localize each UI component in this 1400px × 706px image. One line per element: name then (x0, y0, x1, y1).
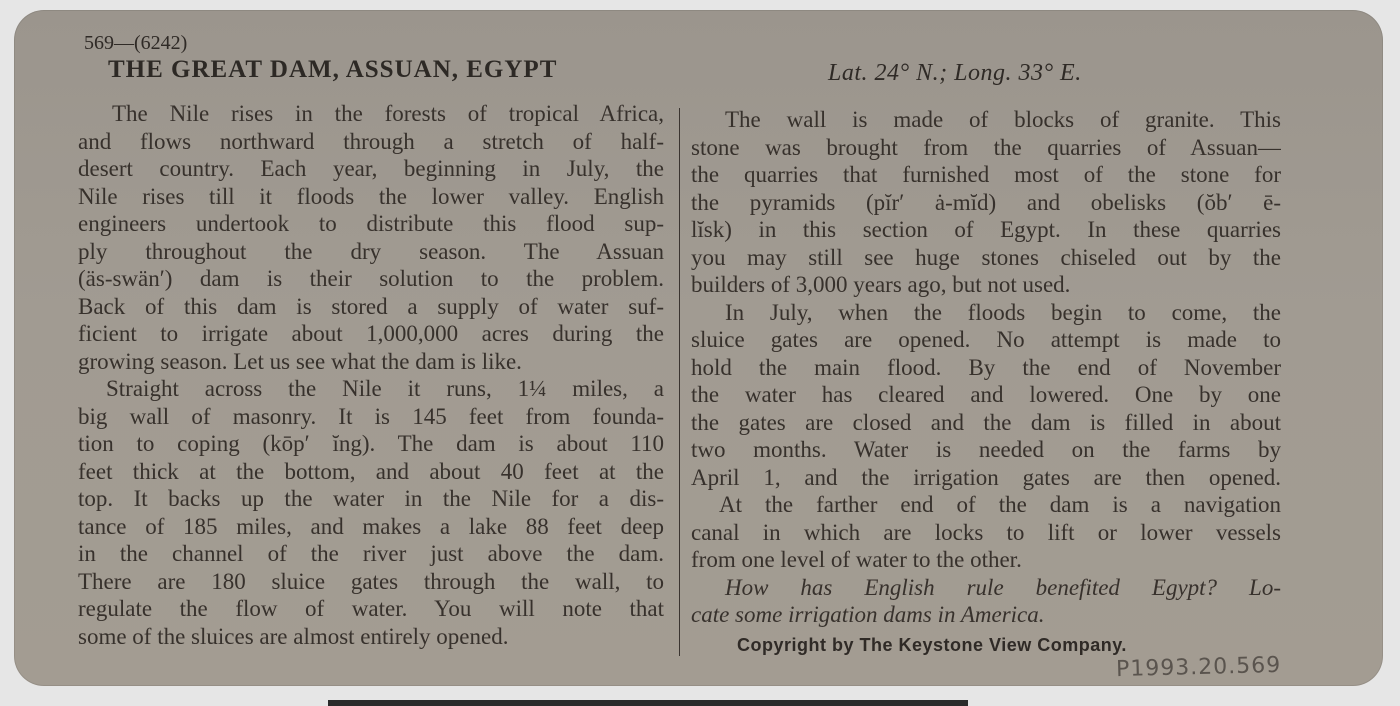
right-line: hold the main flood. By the end of November (691, 354, 1281, 380)
left-line: Straight across the Nile it runs, 1¼ miles, a (106, 376, 664, 401)
right-line: At the farther end of the dam is a navigation (719, 492, 1281, 517)
left-column (78, 100, 664, 650)
catalog-number: 569—(6242) (84, 32, 188, 54)
left-line: and flows northward through a stretch of half- (78, 128, 664, 154)
right-line: In July, when the floods begin to come, the (725, 299, 1281, 325)
left-line: feet thick at the bottom, and about 40 feet at the (78, 458, 664, 484)
left-line: Nile rises till it floods the lower valley. English (78, 183, 664, 209)
right-line: stone was brought from the quarries of Assuan— (691, 134, 1281, 160)
left-line: top. It backs up the water in the Nile for a dis- (78, 486, 664, 511)
right-line: The wall is made of blocks of granite. This (725, 107, 1281, 132)
left-line: in the channel of the river just above the dam. (78, 541, 664, 566)
question-line: How has English rule benefited Egypt? Lo- (725, 574, 1281, 600)
copyright-notice: Copyright by The Keystone View Company. (737, 635, 1127, 655)
right-line: the quarries that furnished most of the stone for (691, 162, 1281, 187)
left-line: ficient to irrigate about 1,000,000 acres during the (78, 321, 664, 346)
bottom-strip (328, 700, 968, 706)
left-line: engineers undertook to distribute this flood sup- (78, 211, 664, 236)
right-line: lĭsk) in this section of Egypt. In these quarries (691, 217, 1281, 242)
left-line: tance of 185 miles, and makes a lake 88 feet deep (78, 513, 664, 539)
left-line: (äs-swän′) dam is their solution to the problem. (78, 266, 664, 291)
right-column (691, 106, 1281, 629)
right-line: two months. Water is needed on the farms by (691, 437, 1281, 462)
left-line: Back of this dam is stored a supply of water suf- (78, 293, 664, 319)
right-line: builders of 3,000 years ago, but not used. (691, 272, 1071, 297)
right-line: you may still see huge stones chiseled out by the (691, 244, 1281, 270)
card-title: THE GREAT DAM, ASSUAN, EGYPT (108, 56, 558, 83)
column-divider (679, 108, 680, 656)
right-line: April 1, and the irrigation gates are then opened. (691, 464, 1281, 490)
left-line: The Nile rises in the forests of tropical Africa, (112, 101, 664, 126)
left-line: big wall of masonry. It is 145 feet from founda- (78, 403, 664, 429)
right-line: canal in which are locks to lift or lower vessels (691, 519, 1281, 545)
accession-number: P1993.20.569 (1115, 652, 1282, 683)
right-line: the pyramids (pĭr′ ȧ-mĭd) and obelisks (ŏb′ ē- (691, 189, 1281, 215)
question-line: cate some irrigation dams in America. (691, 602, 1045, 627)
left-line: ply throughout the dry season. The Assuan (78, 238, 664, 264)
left-line: There are 180 sluice gates through the wall, to (78, 568, 664, 594)
right-line: sluice gates are opened. No attempt is made to (691, 327, 1281, 352)
left-line: some of the sluices are almost entirely opened. (78, 623, 509, 649)
left-line: growing season. Let us see what the dam is like. (78, 348, 522, 374)
coordinates: Lat. 24° N.; Long. 33° E. (828, 60, 1082, 86)
left-line: regulate the flow of water. You will note that (78, 596, 664, 621)
right-line: from one level of water to the other. (691, 547, 1022, 572)
right-line: the gates are closed and the dam is filled in about (691, 409, 1281, 435)
left-line: tion to coping (kōp′ ĭng). The dam is about 110 (78, 431, 664, 456)
right-line: the water has cleared and lowered. One by one (691, 382, 1281, 407)
left-line: desert country. Each year, beginning in July, the (78, 156, 664, 181)
